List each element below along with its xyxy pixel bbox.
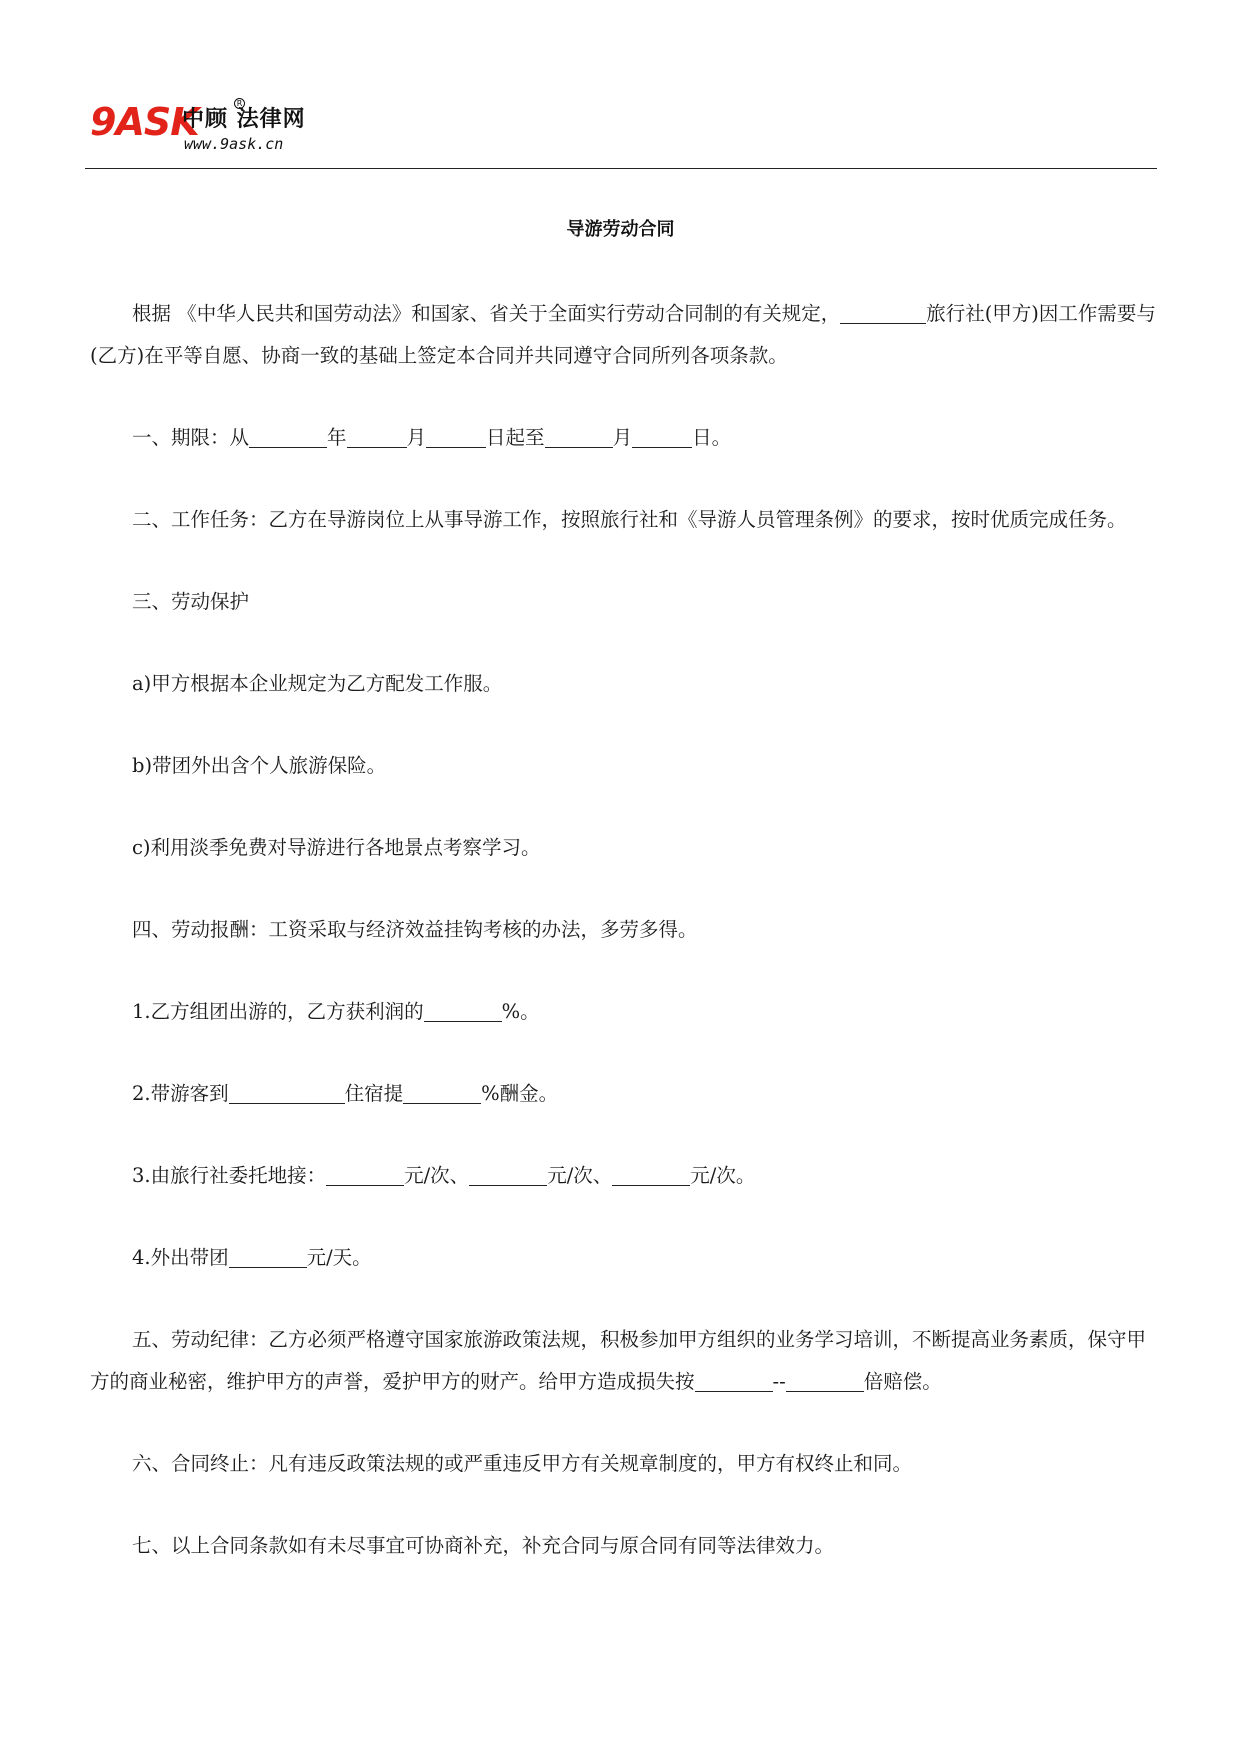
pay-text: 元/次、 <box>404 1164 470 1187</box>
clause-protection-c: c)利用淡季免费对导游进行各地景点考察学习。 <box>132 836 541 859</box>
document-body <box>90 293 1160 1607</box>
term-text: 月 <box>612 426 633 449</box>
preamble-text-2: 旅行社(甲方)因工作需要与(乙方)在平等自愿、协商一致的基础上签定本合同并共同遵守合同所列各项条款。 <box>90 302 1156 367</box>
pay-text: 1.乙方组团出游的，乙方获利润的 <box>132 1000 424 1023</box>
pay-text: %。 <box>501 1000 540 1023</box>
blank-field <box>786 1370 864 1391</box>
clause-protection-heading: 三、劳动保护 <box>132 590 250 613</box>
pay-text: 元/次、 <box>547 1164 613 1187</box>
site-logo <box>90 98 350 158</box>
blank-field <box>632 426 692 447</box>
blank-field <box>347 426 407 447</box>
blank-field <box>403 1082 481 1103</box>
pay-text: %酬金。 <box>481 1082 559 1105</box>
registered-mark-icon: R <box>234 98 245 109</box>
blank-field <box>469 1164 547 1185</box>
blank-field <box>612 1164 690 1185</box>
logo-text: 9ASK <box>90 100 199 144</box>
clause-pay-4 <box>90 1237 1160 1279</box>
clause-term <box>90 417 1160 459</box>
discipline-text: 五、劳动纪律：乙方必须严格遵守国家旅游政策法规，积极参加甲方组织的业务学习培训，不断提高业务素质，保守甲方的商业秘密，维护甲方的声誉，爱护甲方的财产。给甲方造成损失按 <box>90 1328 1147 1393</box>
blank-field <box>426 426 486 447</box>
pay-text: 3.由旅行社委托地接： <box>132 1164 327 1187</box>
blank-field <box>229 1082 345 1103</box>
pay-text: 住宿提 <box>344 1082 404 1105</box>
blank-field <box>424 1000 502 1021</box>
header-divider <box>85 168 1157 169</box>
clause-supplement: 七、以上合同条款如有未尽事宜可协商补充，补充合同与原合同有同等法律效力。 <box>132 1534 835 1557</box>
blank-field <box>545 426 613 447</box>
blank-field <box>229 1246 307 1267</box>
blank-field <box>249 426 327 447</box>
term-text: 年 <box>327 426 347 449</box>
clause-discipline <box>90 1319 1160 1403</box>
pay-text: 2.带游客到 <box>132 1082 229 1105</box>
clause-pay-1 <box>90 991 1160 1033</box>
term-text: 日起至 <box>486 426 545 449</box>
discipline-text: -- <box>772 1370 786 1393</box>
clause-pay-2 <box>90 1073 1160 1115</box>
term-text: 月 <box>406 426 427 449</box>
logo-url: www.9ask.cn <box>184 135 284 153</box>
preamble-text-1: 根据 《中华人民共和国劳动法》和国家、省关于全面实行劳动合同制的有关规定， <box>132 302 841 325</box>
preamble-paragraph <box>90 293 1160 377</box>
term-text: 日。 <box>692 426 732 449</box>
clause-protection-b: b)带团外出含个人旅游保险。 <box>132 754 387 777</box>
blank-field <box>326 1164 404 1185</box>
blank-field <box>695 1370 773 1391</box>
clause-termination: 六、合同终止：凡有违反政策法规的或严重违反甲方有关规章制度的，甲方有权终止和同。 <box>132 1452 913 1475</box>
pay-text: 元/次。 <box>690 1164 756 1187</box>
clause-protection-a: a)甲方根据本企业规定为乙方配发工作服。 <box>132 672 503 695</box>
document-title: 导游劳动合同 <box>566 219 675 240</box>
clause-pay-heading: 四、劳动报酬：工资采取与经济效益挂钩考核的办法，多劳多得。 <box>132 918 698 941</box>
clause-task: 二、工作任务：乙方在导游岗位上从事导游工作，按照旅行社和《导游人员管理条例》的要求，按时优质完成任务。 <box>132 508 1127 531</box>
term-text: 一、期限：从 <box>132 426 250 449</box>
blank-field <box>840 302 926 323</box>
clause-pay-3 <box>90 1155 1160 1197</box>
pay-text: 4.外出带团 <box>132 1246 229 1269</box>
logo-chinese-name: 中顾 法律网 <box>182 107 306 132</box>
discipline-text: 倍赔偿。 <box>863 1370 942 1393</box>
pay-text: 元/天。 <box>306 1246 372 1269</box>
